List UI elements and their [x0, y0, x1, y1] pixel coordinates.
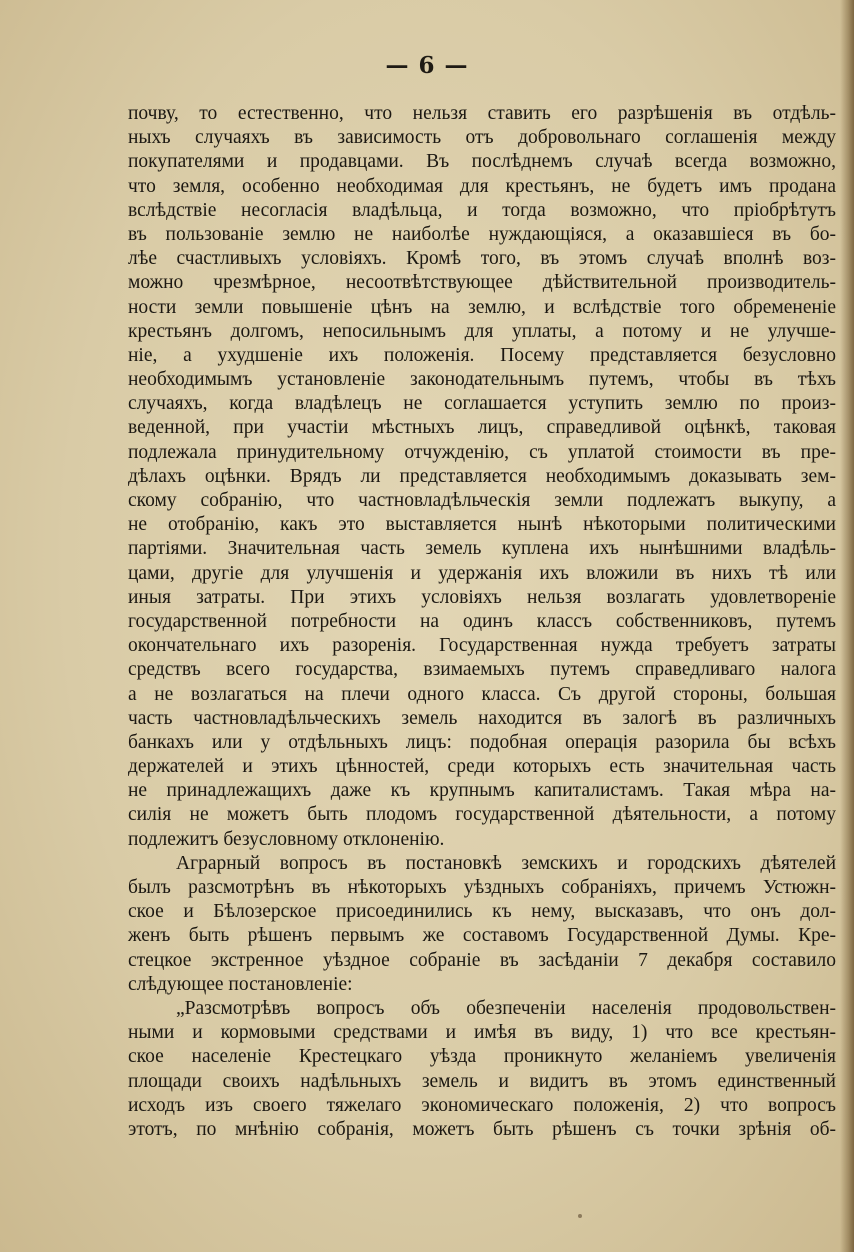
text-line: цами, другіе для улучшенія и удержанія ихъ вложили въ нихъ тѣ или [128, 562, 836, 584]
text-line: случаяхъ, когда владѣлецъ не соглашается уступить землю по произ- [128, 393, 836, 415]
text-line: силія не можетъ быть плодомъ государственной дѣятельности, а потому [128, 804, 836, 826]
text-line: почву, то естественно, что нельзя ставить его разрѣшенія въ отдѣль- [128, 103, 836, 124]
text-line: ніе, а ухудшеніе ихъ положенія. Посему представляется безусловно [128, 344, 836, 366]
text-line: крестьянъ долгомъ, непосильнымъ для уплаты, а потому и не улучше- [128, 320, 836, 342]
text-line: былъ разсмотрѣнъ въ нѣкоторыхъ уѣздныхъ собраніяхъ, причемъ Устюжн- [128, 877, 836, 898]
text-line: въ пользованіе землю не наиболѣе нуждающіяся, а оказавшіеся въ бо- [128, 223, 836, 245]
text-line: слѣдующее постановленіе: [128, 973, 353, 995]
text-line: лѣе счастливыхъ условіяхъ. Кромѣ того, въ этомъ случаѣ вполнѣ воз- [128, 248, 836, 270]
text-line: ское населеніе Крестецкаго уѣзда проникнуто желаніемъ увеличенія [128, 1046, 836, 1068]
text-line: часть частновладѣльческихъ земель находится въ залогѣ въ различныхъ [128, 707, 836, 729]
text-line: „Разсмотрѣвъ вопросъ объ обезпеченіи населенія продовольствен- [176, 997, 836, 1019]
text-line: иныя затраты. При этихъ условіяхъ нельзя возлагать удовлетвореніе [128, 586, 836, 608]
text-line: государственной потребности на одинъ классъ собственниковъ, путемъ [128, 610, 836, 632]
text-line: а не возлагаться на плечи одного класса. Съ другой стороны, большая [128, 683, 836, 705]
text-line: женъ быть рѣшенъ первымъ же составомъ Государственной Думы. Кре- [128, 925, 836, 947]
text-line: ныхъ случаяхъ въ зависимость отъ добровольнаго соглашенія между [128, 127, 836, 149]
text-line: ности земли повышеніе цѣнъ на землю, и вслѣдствіе того обремененіе [128, 296, 836, 318]
paper-speck [578, 1214, 582, 1218]
body-text [128, 102, 836, 1142]
text-line: не принадлежащихъ даже къ крупнымъ капиталистамъ. Такая мѣра на- [128, 780, 836, 802]
text-line: скому собранію, что частновладѣльческія земли подлежатъ выкупу, а [128, 490, 836, 511]
text-line: Аграрный вопросъ въ постановкѣ земскихъ и городскихъ дѣятелей [176, 852, 836, 874]
text-line: покупателями и продавцами. Въ послѣднемъ случаѣ всегда возможно, [128, 151, 836, 173]
text-line: вслѣдствіе несогласія владѣльца, и тогда возможно, что пріобрѣтутъ [128, 199, 836, 221]
text-line: можно чрезмѣрное, несоотвѣтствующее дѣйствительной производитель- [128, 272, 836, 294]
text-line: стецкое экстренное уѣздное собраніе въ засѣданіи 7 декабря составило [128, 949, 836, 971]
text-line: ными и кормовыми средствами и имѣя въ виду, 1) что все крестьян- [128, 1022, 836, 1044]
page-number: — 6 — [385, 52, 469, 79]
text-line: исходъ изъ своего тяжелаго экономическаго положенія, 2) что вопросъ [128, 1094, 836, 1116]
text-line: веденной, при участіи мѣстныхъ лицъ, справедливой оцѣнкѣ, таковая [128, 417, 836, 439]
text-line: площади своихъ надѣльныхъ земель и видитъ въ этомъ единственный [128, 1070, 836, 1092]
text-line: дѣлахъ оцѣнки. Врядъ ли представляется необходимымъ доказывать зем- [128, 465, 836, 487]
text-line: что земля, особенно необходимая для крестьянъ, не будетъ имъ продана [128, 175, 836, 197]
text-line: партіями. Значительная часть земель куплена ихъ нынѣшними владѣль- [128, 538, 836, 560]
text-line: держателей и этихъ цѣнностей, среди которыхъ есть значительная часть [128, 756, 836, 778]
text-line: не отобранію, какъ это выставляется нынѣ нѣкоторыми политическими [128, 514, 836, 536]
text-line: необходимымъ установленіе законодательнымъ путемъ, чтобы въ тѣхъ [128, 369, 836, 391]
page-edge-shadow [840, 0, 854, 1252]
text-line: банкахъ или у отдѣльныхъ лицъ: подобная операція разорила бы всѣхъ [128, 731, 836, 753]
text-line: ское и Бѣлозерское присоединились къ нему, высказавъ, что онъ дол- [128, 901, 836, 923]
text-line: подлежала принудительному отчужденію, съ уплатой стоимости въ пре- [128, 441, 836, 463]
text-line: окончательнаго ихъ разоренія. Государственная нужда требуетъ затраты [128, 635, 836, 657]
text-line: средствъ всего государства, взимаемыхъ путемъ справедливаго налога [128, 659, 836, 681]
text-line: этотъ, по мнѣнію собранія, можетъ быть рѣшенъ съ точки зрѣнія об- [128, 1118, 836, 1140]
text-line: подлежитъ безусловному отклоненію. [128, 828, 445, 850]
